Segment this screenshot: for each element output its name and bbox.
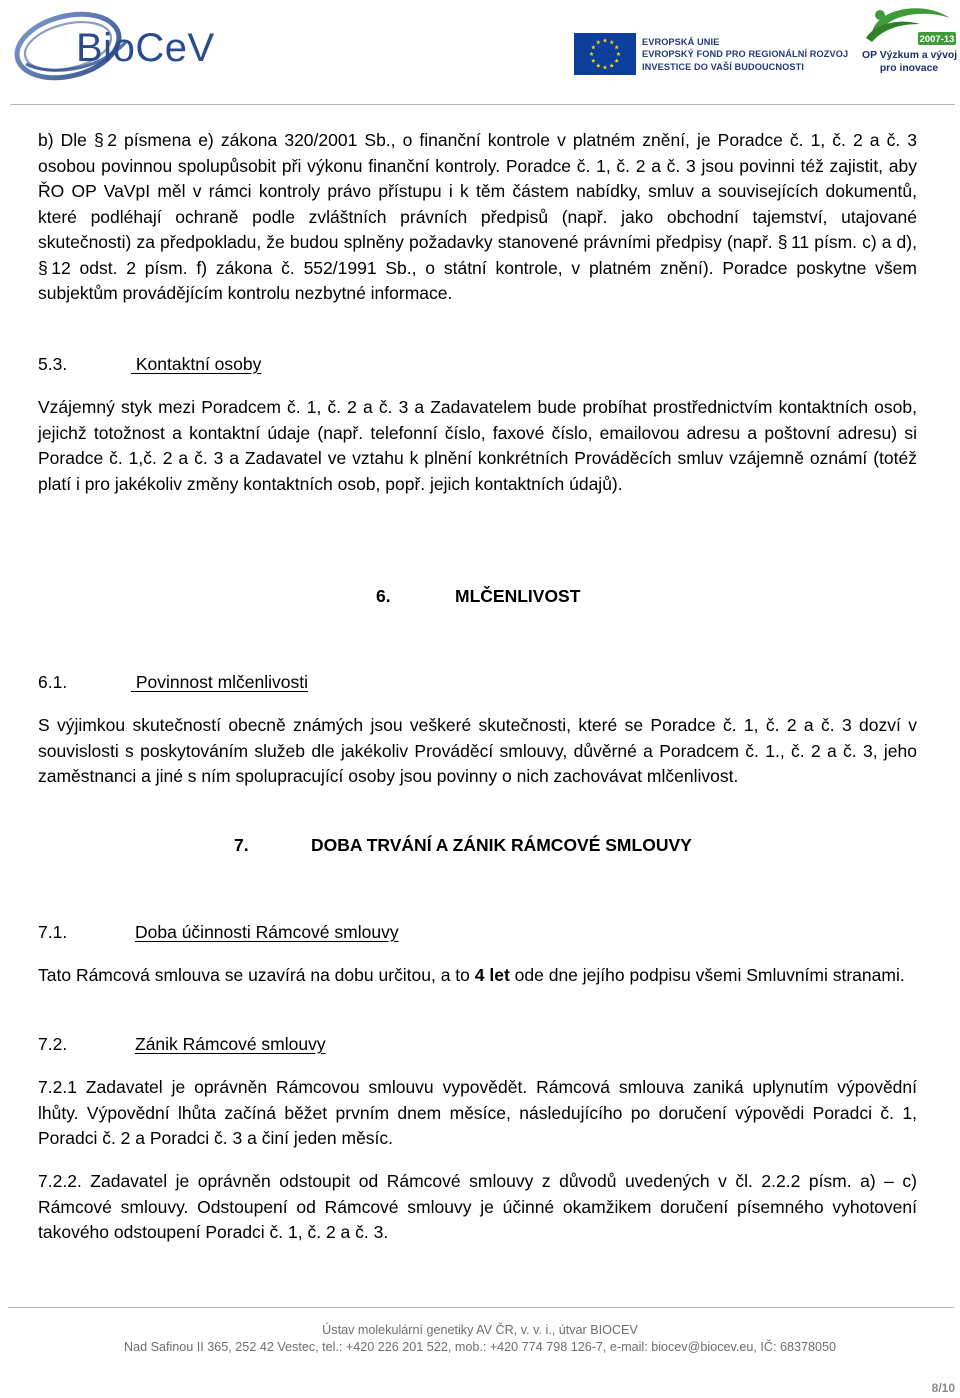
biocev-logo [8,6,233,86]
section-number: 7. [234,835,249,855]
footer-divider [8,1307,954,1308]
section-7-heading [0,833,960,859]
paragraph-7-2-1 [38,1075,917,1152]
section-number: 6. [376,586,391,606]
paragraph-7-1 [38,963,917,989]
subsection-6-1-heading [38,670,917,696]
op-logo-badge: 2007-13 [919,34,955,45]
subsection-5-3-heading [38,352,917,378]
section-sign: § [777,232,788,252]
op-logo-text [862,49,956,75]
subsection-number: 7.2. [38,1034,68,1054]
subsection-title: Zánik Rámcové smlouvy [135,1034,326,1054]
footer-address: Nad Safinou II 365, 252 42 Vestec, tel.: +420 226 201 522, mob.: +420 774 798 126-7, e-mail: biocev@biocev.eu, IČ: 68378050 [123,1340,836,1354]
paragraph-7-1-text: Tato Rámcová smlouva se uzavírá na dobu určitou, a to 4 let ode dne jejího podpisu všemi Smluvními stranami. [38,965,905,985]
biocev-logo-text: BioCeV [76,26,215,70]
page-header [0,0,960,108]
subsection-7-1-heading [38,920,917,946]
eu-logo-line: INVESTICE DO VAŠÍ BUDOUCNOSTI [642,61,804,72]
eu-logo-line: EVROPSKÝ FOND PRO REGIONÁLNÍ ROZVOJ [642,49,849,60]
paragraph-7-2-2-text: 7.2.2. Zadavatel je oprávněn odstoupit od Rámcové smlouvy z důvodů uvedených v čl. 2.2.2 písm. a) – c) Rámcové smlouvy. Odstoupení od Rámcové smlouvy je účinné okamžikem doručení písemného vyhotovení takového odstoupení Poradci č. 1, č. 2 a č. 3. [38,1171,917,1242]
subsection-7-2-heading [38,1032,917,1058]
section-title: MLČENLIVOST [455,586,581,606]
subsection-title: Doba účinnosti Rámcové smlouvy [135,922,399,942]
paragraph-5-3-text: Vzájemný styk mezi Poradcem č. 1, č. 2 a č. 3 a Zadavatelem bude probíhat prostřednictvím kontaktních osob, jejichž totožnost a kontaktní údaje (např. telefonní číslo, faxové číslo, emailovou adresu a poštovní adresu) si Poradce č. 1,č. 2 a č. 3 a Zadavatel ve vztahu k plnění konkrétních Prováděcích smluv vzájemně oznámí (totéž platí i pro jakékoliv změny kontaktních osob, popř. jejich kontaktních údajů). [38,397,917,494]
section-sign: § [93,130,105,150]
page-number: 8/10 [931,1381,955,1395]
subsection-title: Kontaktní osoby [131,354,262,374]
bold-text: 4 let [474,965,510,985]
section-sign: § [38,257,49,278]
section-title: DOBA TRVÁNÍ A ZÁNIK RÁMCOVÉ SMLOUVY [311,835,692,855]
eu-logo-line: EVROPSKÁ UNIE [642,37,720,47]
section-6-heading [0,584,960,610]
header-divider [10,104,955,105]
paragraph-b [38,128,917,307]
paragraph-b-text: b) Dle § 2 písmena e) zákona 320/2001 Sb., o finanční kontrole v platném znění, je Poradce č. 1, č. 2 a č. 3 osobou povinnou spolupůsobit při výkonu finanční kontroly. Poradce č. 1, č. 2 a č. 3 jsou povinni též zajistit, aby ŘO OP VaVpI měl v rámci kontroly právo přístupu i k těm částem nabídky, smluv a souvisejících dokumentů, které podléhají ochraně podle zvláštních právních předpisů (např. jako obchodní tajemství, utajované skutečnosti) za předpokladu, že budou splněny požadavky stanovené právními předpisy (např. § 11 písm. c) a d), § 12 odst. 2 písm. f) zákona č. 552/1991 Sb., o státní kontrole, v platném znění). Poradce poskytne všem subjektům provádějícím kontrolu nezbytné informace. [38,130,917,303]
eu-logo [574,33,849,75]
paragraph-7-2-1-text: 7.2.1 Zadavatel je oprávněn Rámcovou smlouvu vypovědět. Rámcová smlouva zaniká uplynutím výpovědní lhůty. Výpovědní lhůta začíná běžet prvním dnem měsíce, následujícího po doručení výpovědi Poradci č. 1, Poradci č. 2 a Poradci č. 3 a činí jeden měsíc. [38,1077,917,1148]
paragraph-5-3 [38,395,917,497]
op-logo-line: pro inovace [879,63,939,74]
subsection-number: 5.3. [38,354,68,374]
subsection-title: Povinnost mlčenlivosti [131,672,309,692]
subsection-number: 6.1. [38,672,68,692]
paragraph-7-2-2 [38,1169,917,1246]
eu-logo-text [642,36,848,73]
eu-flag-icon [574,33,636,75]
footer-institution: Ústav molekulární genetiky AV ČR, v. v. i., útvar BIOCEV [322,1323,638,1337]
paragraph-6-1 [38,713,917,790]
subsection-number: 7.1. [38,922,68,942]
op-logo-line: OP Výzkum a vývoj [862,50,958,61]
paragraph-6-1-text: S výjimkou skutečností obecně známých jsou veškeré skutečnosti, které se Poradce č. 1, č. 2 a č. 3 dozví v souvislosti s poskytováním služeb dle jakékoliv Prováděcí smlouvy, důvěrné a Poradcem č. 1., č. 2 a č. 3, jeho zaměstnanci a jiné s ním spolupracující osoby jsou povinny o nich zachovávat mlčenlivost. [38,715,917,786]
